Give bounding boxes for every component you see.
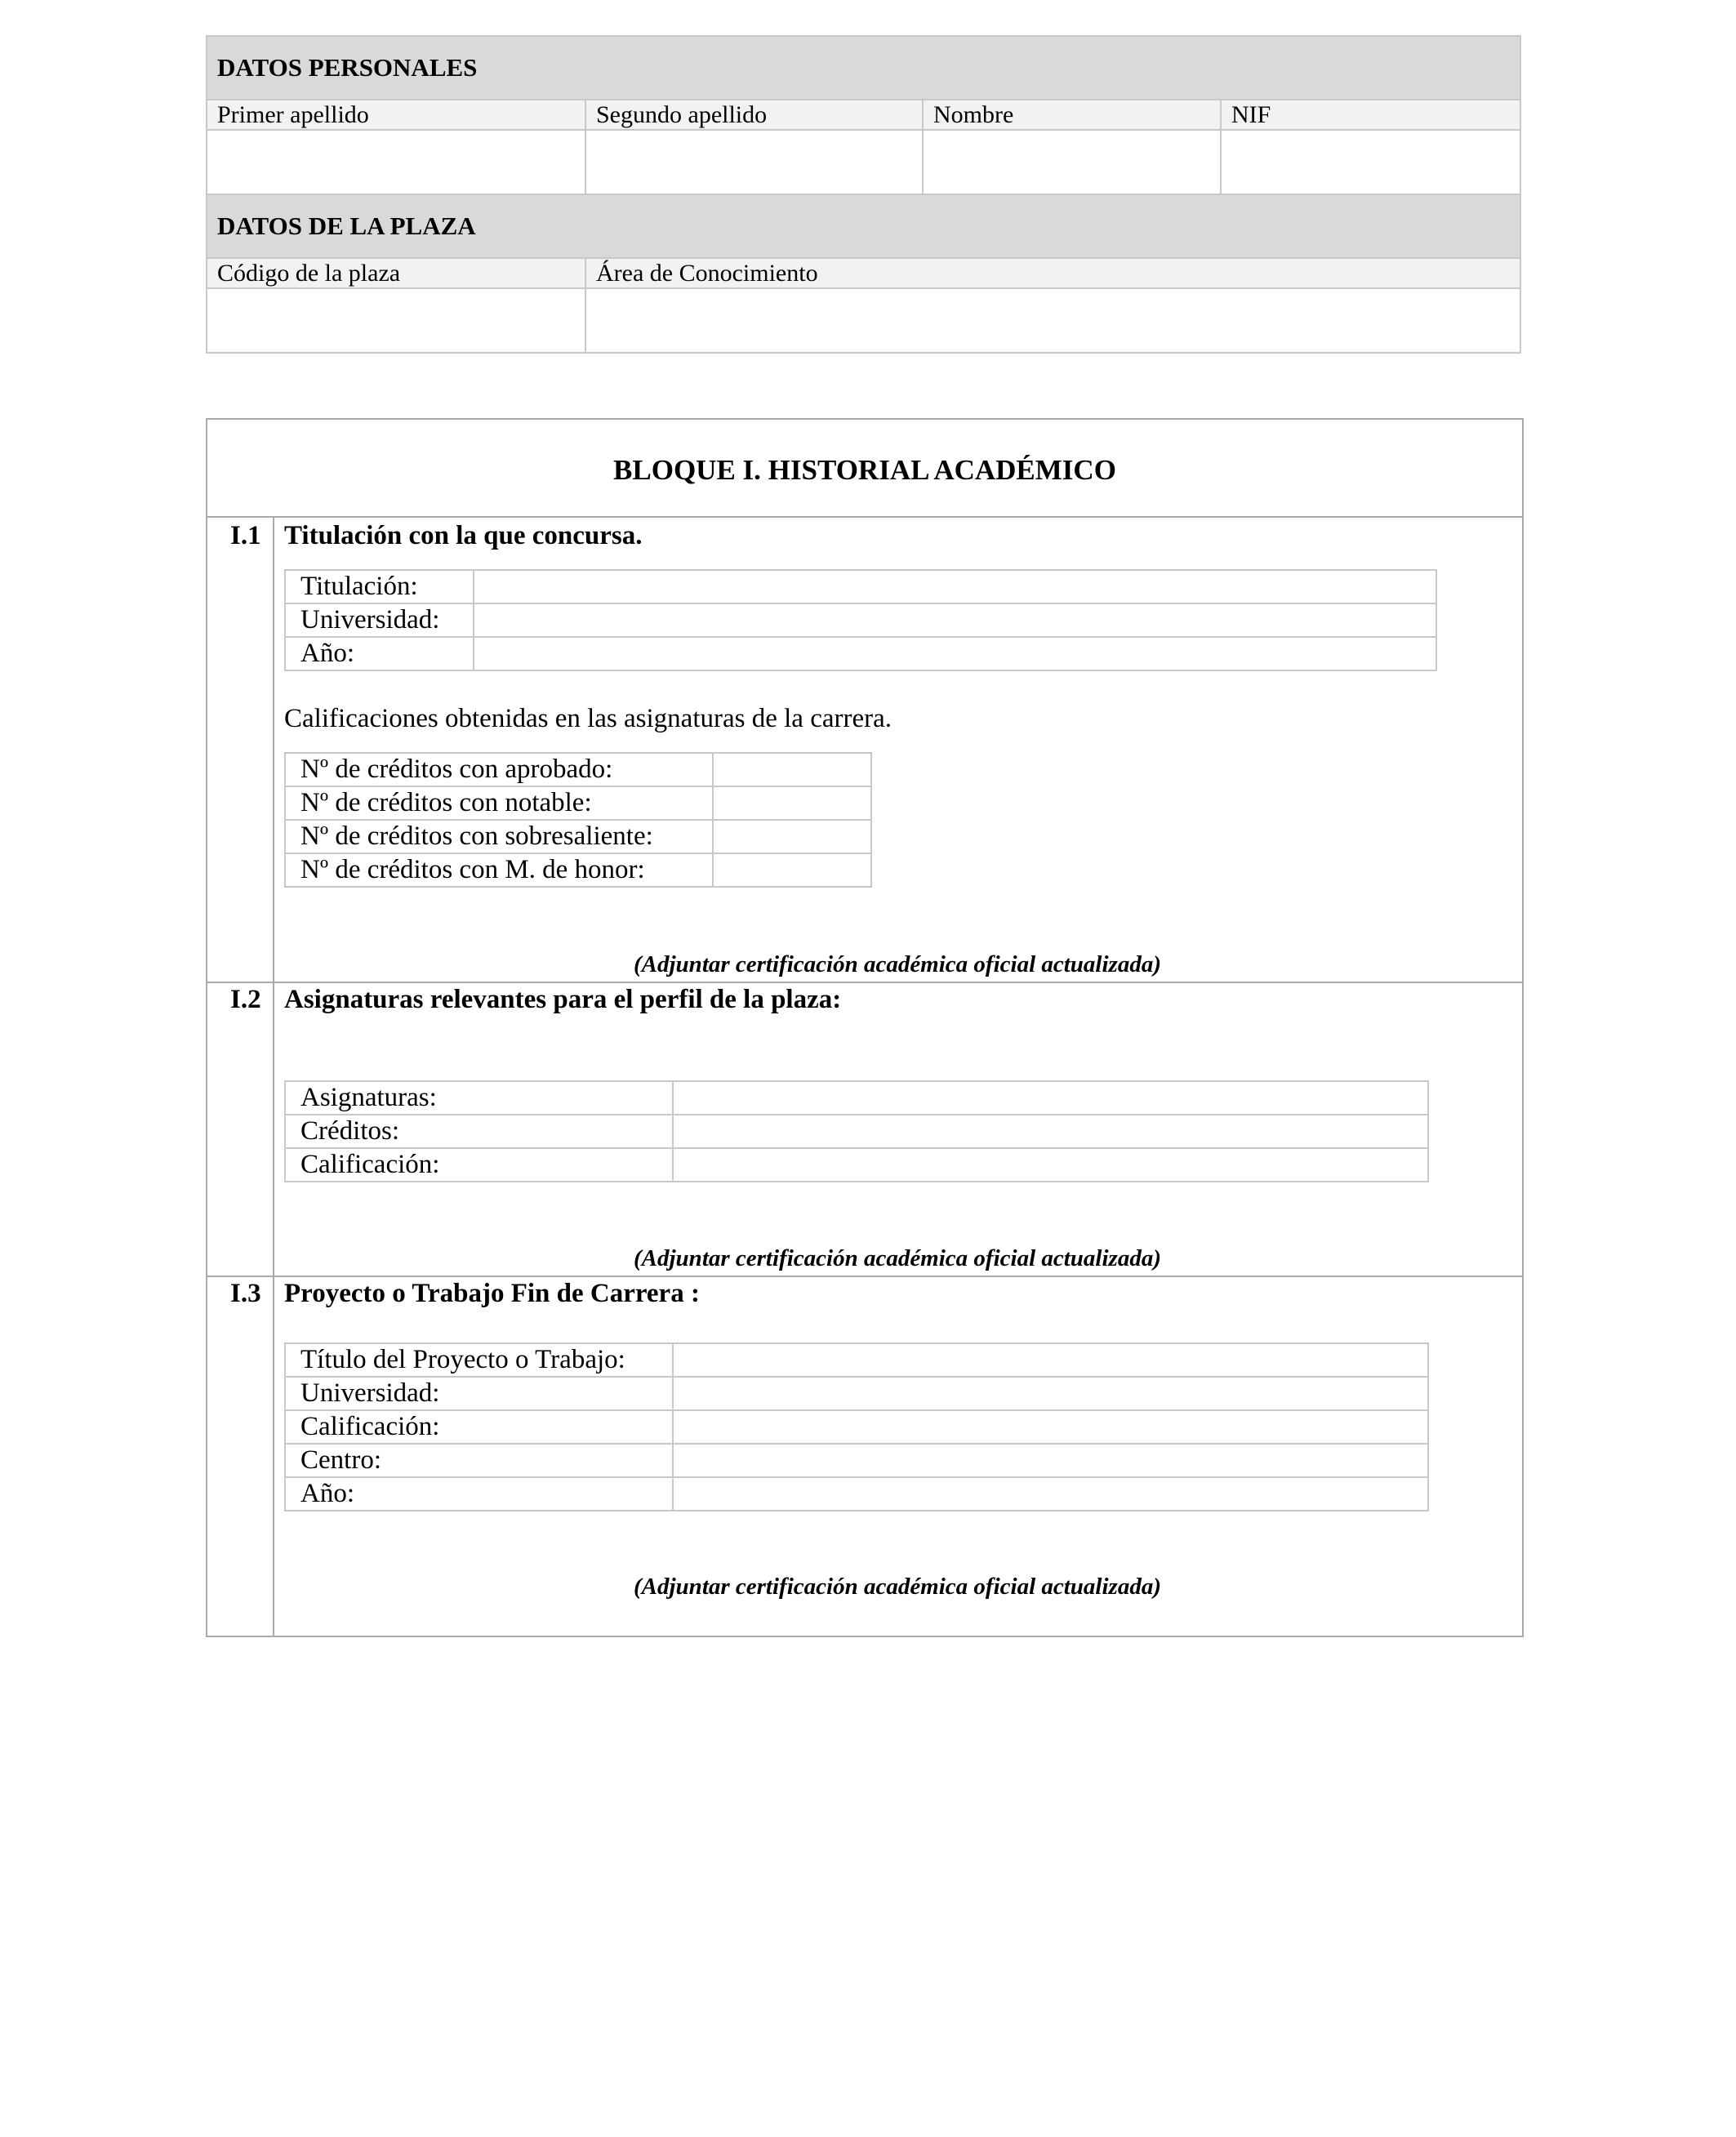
calificacion-field[interactable] — [673, 1148, 1428, 1182]
titulo-proyecto-field[interactable] — [673, 1343, 1428, 1377]
nombre-label: Nombre — [923, 100, 1221, 131]
universidad-label: Universidad: — [285, 603, 474, 637]
section-heading: Proyecto o Trabajo Fin de Carrera : — [284, 1279, 700, 1308]
area-conocimiento-label: Área de Conocimiento — [585, 258, 1520, 289]
calificacion-label: Calificación: — [285, 1148, 673, 1182]
anio-label: Año: — [285, 1477, 673, 1511]
calificaciones-text: Calificaciones obtenidas en las asignaturas de la carrera. — [284, 704, 892, 733]
creditos-field[interactable] — [673, 1115, 1428, 1148]
datos-plaza-title: DATOS DE LA PLAZA — [207, 194, 1520, 258]
creditos-aprobado-label: Nº de créditos con aprobado: — [285, 753, 713, 786]
section-divider — [207, 982, 1522, 983]
creditos-matricula-label: Nº de créditos con M. de honor: — [285, 853, 713, 887]
creditos-sobresaliente-label: Nº de créditos con sobresaliente: — [285, 820, 713, 853]
primer-apellido-label: Primer apellido — [207, 100, 585, 131]
proyecto-table — [284, 1342, 1429, 1511]
asignaturas-field[interactable] — [673, 1081, 1428, 1115]
titulacion-field[interactable] — [474, 570, 1436, 603]
creditos-matricula-field[interactable] — [713, 853, 871, 887]
creditos-notable-label: Nº de créditos con notable: — [285, 786, 713, 820]
centro-field[interactable] — [673, 1444, 1428, 1477]
number-column-divider — [273, 518, 274, 1636]
certification-note: (Adjuntar certificación académica oficial actualizada) — [634, 1574, 1161, 1600]
bloque-title: BLOQUE I. HISTORIAL ACADÉMICO — [207, 420, 1522, 518]
nif-field[interactable] — [1221, 130, 1520, 194]
datos-personales-title: DATOS PERSONALES — [207, 36, 1520, 100]
primer-apellido-field[interactable] — [207, 130, 585, 194]
creditos-table — [284, 752, 872, 888]
segundo-apellido-label: Segundo apellido — [585, 100, 923, 131]
calificacion-field[interactable] — [673, 1410, 1428, 1444]
universidad-field[interactable] — [673, 1377, 1428, 1410]
universidad-label: Universidad: — [285, 1377, 673, 1410]
certification-note: (Adjuntar certificación académica oficial actualizada) — [634, 1245, 1161, 1271]
section-number: I.2 — [230, 985, 261, 1014]
codigo-plaza-label: Código de la plaza — [207, 258, 585, 289]
creditos-aprobado-field[interactable] — [713, 753, 871, 786]
titulacion-table — [284, 569, 1437, 671]
creditos-notable-field[interactable] — [713, 786, 871, 820]
section-number: I.1 — [230, 521, 261, 550]
creditos-sobresaliente-field[interactable] — [713, 820, 871, 853]
segundo-apellido-field[interactable] — [585, 130, 923, 194]
calificacion-label: Calificación: — [285, 1410, 673, 1444]
nombre-field[interactable] — [923, 130, 1221, 194]
certification-note: (Adjuntar certificación académica oficial actualizada) — [634, 951, 1161, 977]
anio-field[interactable] — [673, 1477, 1428, 1511]
nif-label: NIF — [1221, 100, 1520, 131]
titulo-proyecto-label: Título del Proyecto o Trabajo: — [285, 1343, 673, 1377]
anio-label: Año: — [285, 637, 474, 670]
section-divider — [207, 1276, 1522, 1277]
section-number: I.3 — [230, 1279, 261, 1308]
datos-table — [206, 35, 1521, 354]
universidad-field[interactable] — [474, 603, 1436, 637]
anio-field[interactable] — [474, 637, 1436, 670]
centro-label: Centro: — [285, 1444, 673, 1477]
asignaturas-table — [284, 1080, 1429, 1182]
titulacion-label: Titulación: — [285, 570, 474, 603]
creditos-label: Créditos: — [285, 1115, 673, 1148]
section-heading: Asignaturas relevantes para el perfil de la plaza: — [284, 985, 842, 1014]
section-heading: Titulación con la que concursa. — [284, 521, 643, 550]
bloque-historial-academico — [206, 418, 1524, 1637]
area-conocimiento-field[interactable] — [585, 288, 1520, 353]
asignaturas-label: Asignaturas: — [285, 1081, 673, 1115]
codigo-plaza-field[interactable] — [207, 288, 585, 353]
